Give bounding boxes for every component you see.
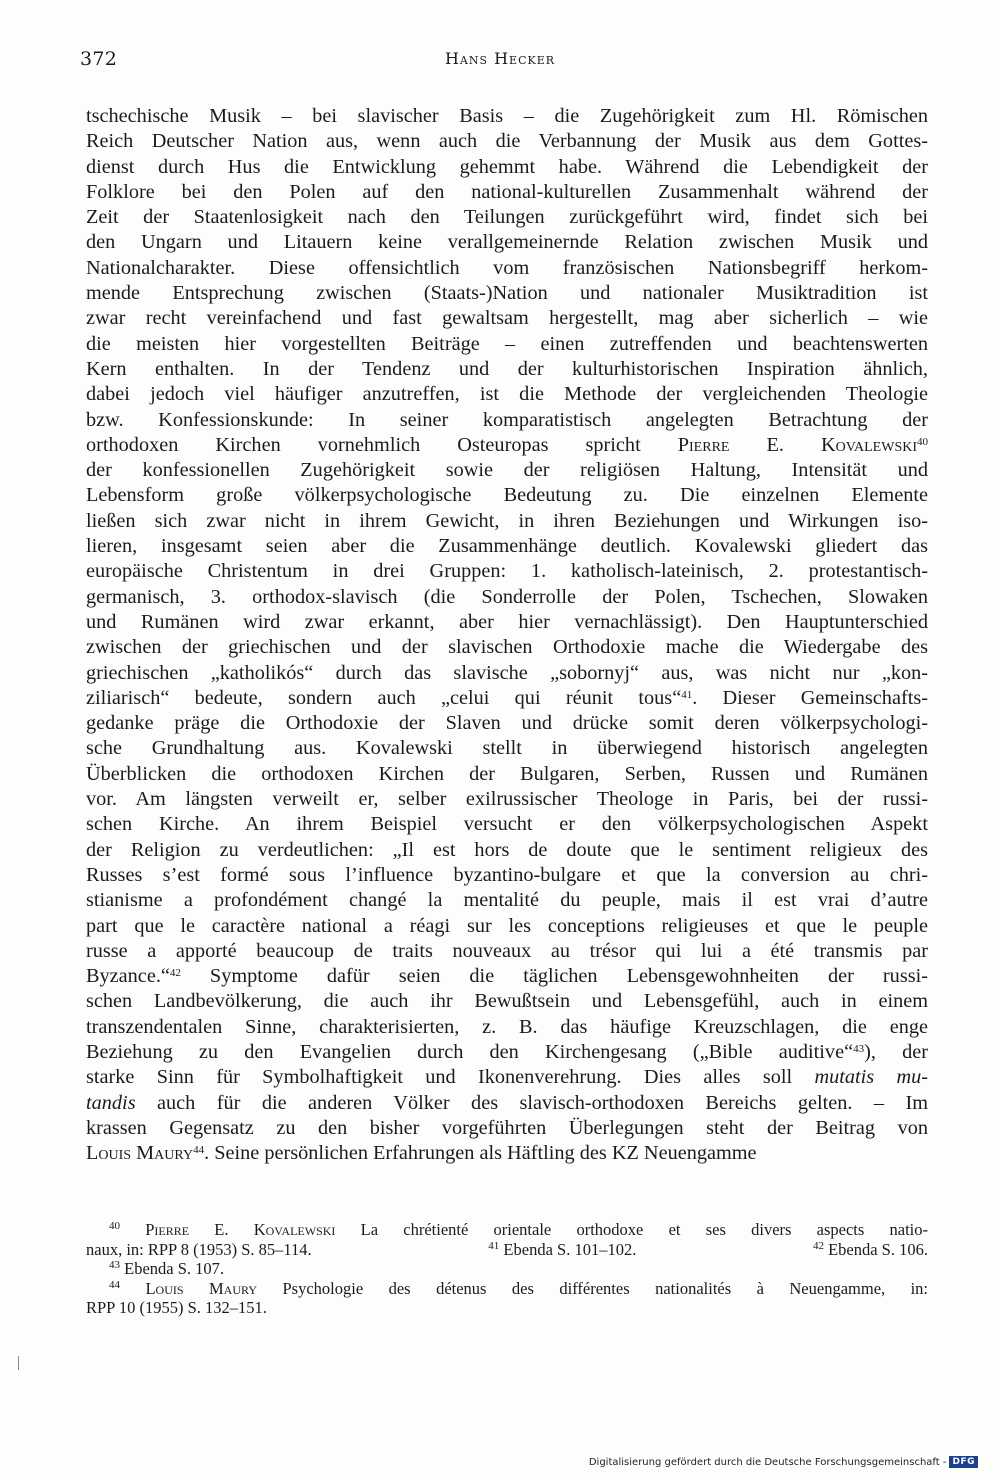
text-line: lieren, insgesamt seien aber die Zusammenhänge deutlich. Kovalewski gliedert das	[86, 535, 928, 558]
funding-note: Digitalisierung gefördert durch die Deutsche Forschungsgemeinschaft -	[588, 1456, 947, 1468]
text-line: Nationalcharakter. Diese offensichtlich vom französischen Nationsbegriff herkom-	[86, 256, 928, 279]
funding-banner	[589, 1456, 978, 1468]
footnote-ref[interactable]: 40	[917, 435, 928, 448]
text-line: Reich Deutscher Nation aus, wenn auch die Verbannung der Musik aus dem Gottes-	[86, 130, 928, 153]
footnote-number: 40	[109, 1220, 120, 1232]
text-line	[86, 1040, 928, 1065]
footnote-ref[interactable]: 41	[681, 688, 693, 701]
text-line: Lebensform große völkerpsychologische Bedeutung zu. Die einzelnen Elemente	[86, 484, 928, 507]
text-line: die meisten hier vorgestellten Beiträge – einen zutreffenden und beachtenswerten	[86, 332, 928, 355]
text-line: part que le caractère national a réagi sur les conceptions religieuses et que le peuple	[86, 914, 928, 937]
text-line: schen Landbevölkerung, die auch ihr Bewußtsein und Lebensgefühl, auch in einem	[86, 990, 928, 1013]
text-line: Kern enthalten. In der Tendenz und der kulturhistorischen Inspiration ähnlich,	[86, 357, 928, 380]
running-head: Hans Hecker	[444, 49, 556, 68]
text-line: stianisme a profondément changé la mentalité du peuple, mais il est vrai d’autre	[86, 889, 928, 912]
footnote-42	[813, 1240, 928, 1260]
text-line: russe a apporté beaucoup de traits nouveaux au trésor qui lui a été transmis par	[86, 939, 928, 962]
text-line	[86, 433, 928, 458]
text-line: tschechische Musik – bei slavischer Basis – die Zugehörigkeit zum Hl. Römischen	[86, 105, 928, 127]
text-line: Überblicken die orthodoxen Kirchen der Bulgaren, Serben, Russen und Rumänen	[86, 762, 928, 785]
text-line: zwar recht vereinfachend und fast gewaltsam hergestellt, mag aber sicherlich – wie	[86, 307, 928, 330]
italic-phrase: tandis	[86, 1091, 136, 1114]
text-fragment: starke Sinn für Symbolhaftigkeit und Ikonenverehrung. Dies alles soll	[86, 1066, 815, 1089]
footnote-41	[488, 1240, 636, 1260]
footnotes	[86, 1220, 928, 1318]
text-line: transzendentalen Sinne, charakterisierten, z. B. das häufige Kreuzschlagen, die enge	[86, 1015, 928, 1038]
text-line: germanisch, 3. orthodox-slavisch (die Sonderrolle der Polen, Tschechen, Slowaken	[86, 585, 928, 608]
footnote-ref[interactable]: 44	[193, 1144, 205, 1157]
text-fragment: Byzance.“	[86, 965, 170, 988]
text-line	[86, 686, 928, 711]
text-line: dabei jedoch viel häufiger anzutreffen, ist die Methode der vergleichenden Theologie	[86, 383, 928, 406]
text-line: Folklore bei den Polen auf den national-kulturellen Zusammenhalt während der	[86, 180, 928, 203]
footnote-40	[86, 1220, 928, 1240]
text-line	[86, 1065, 928, 1090]
footnote-ref[interactable]: 42	[169, 967, 181, 980]
text-fragment: Beziehung zu den Evangelien durch den Kirchengesang („Bible auditive“	[86, 1040, 854, 1063]
text-line: Russes s’est formé sous l’influence byzantino-bulgare et que la conversion au chri-	[86, 863, 928, 886]
author-name: Pierre E. Kovalewski	[677, 433, 917, 456]
text-line: gedanke präge die Orthodoxie der Slaven und drücke somit deren völkerpsychologi-	[86, 712, 928, 735]
text-line	[86, 1091, 928, 1116]
text-line: sche Grundhaltung aus. Kovalewski stellt in überwiegend historisch angelegten	[86, 737, 928, 760]
footnote-ref[interactable]: 43	[853, 1042, 865, 1055]
text-fragment: ), der	[864, 1040, 928, 1063]
text-line: ließen sich zwar nicht in ihrem Gewicht, in ihren Beziehungen und Wirkungen iso-	[86, 509, 928, 532]
page-number: 372	[80, 48, 118, 70]
footnote-number: 42	[812, 1239, 824, 1252]
text-fragment: Symptome dafür seien die täglichen Lebensgewohnheiten der russi-	[180, 965, 928, 988]
body-text	[86, 104, 928, 1166]
footnote-44	[86, 1279, 928, 1299]
footnote-text: Ebenda S. 101–102.	[503, 1239, 637, 1259]
footnote-text: naux, in: RPP 8 (1953) S. 85–114.	[86, 1239, 312, 1259]
scan-mark	[18, 1356, 19, 1370]
footnote-number: 43	[109, 1259, 120, 1271]
footnote-43	[86, 1259, 928, 1279]
text-line: Zeit der Staatenlosigkeit nach den Teilungen zurückgeführt wird, findet sich bei	[86, 206, 928, 229]
footnote-number: 44	[109, 1278, 120, 1291]
footnote-row	[86, 1240, 928, 1260]
footnote-number: 41	[488, 1239, 500, 1252]
text-line: europäische Christentum in drei Gruppen: 1. katholisch-lateinisch, 2. protestantisch-	[86, 560, 928, 583]
text-line: griechischen „katholikós“ durch das slavische „sobornyj“ aus, was nicht nur „kon-	[86, 661, 928, 684]
footnote-text: Psychologie des détenus des différentes nationalités à Neuengamme, in:	[257, 1278, 929, 1298]
text-line: krassen Gegensatz zu den bisher vorgeführten Überlegungen steht der Beitrag von	[86, 1116, 928, 1139]
footnote-text: Ebenda S. 106.	[828, 1239, 928, 1259]
text-line: und Rumänen wird zwar erkannt, aber hier vernachlässigt). Den Hauptunterschied	[86, 610, 928, 633]
text-line	[86, 964, 928, 989]
text-fragment: . Dieser Gemeinschafts-	[692, 686, 928, 709]
text-line: schen Kirche. An ihrem Beispiel versucht er den völkerpsychologischen Aspekt	[86, 813, 928, 836]
text-line: mende Entsprechung zwischen (Staats-)Nation und nationaler Musiktradition ist	[86, 282, 928, 305]
text-fragment: orthodoxen Kirchen vornehmlich Osteuropas spricht	[86, 433, 678, 456]
footnote-text: La chrétienté orientale orthodoxe et ses divers aspects natio-	[335, 1220, 929, 1239]
text-line: zwischen der griechischen und der slavischen Orthodoxie mache die Wiedergabe des	[86, 636, 928, 659]
text-line	[86, 1141, 928, 1166]
author-name: Louis Maury	[86, 1142, 194, 1165]
text-line: der konfessionellen Zugehörigkeit sowie der religiösen Haltung, Intensität und	[86, 459, 928, 482]
text-fragment: auch für die anderen Völker des slavisch-orthodoxen Bereichs gelten. – Im	[135, 1091, 928, 1114]
dfg-logo: DFG	[949, 1456, 978, 1468]
italic-phrase: mutatis mu-	[814, 1066, 928, 1089]
text-line: bzw. Konfessionskunde: In seiner komparatistisch angelegten Betrachtung der	[86, 408, 928, 431]
author-name: Pierre E. Kovalewski	[145, 1220, 336, 1239]
text-fragment: . Seine persönlichen Erfahrungen als Häftling des KZ Neuengamme	[204, 1142, 757, 1165]
text-fragment: ziliarisch“ bedeute, sondern auch „celui qui réunit tous“	[86, 686, 682, 709]
text-line: den Ungarn und Litauern keine verallgemeinernde Relation zwischen Musik und	[86, 231, 928, 254]
author-name: Louis Maury	[145, 1278, 258, 1298]
text-line: dienst durch Hus die Entwicklung gehemmt habe. Während die Lebendigkeit der	[86, 155, 928, 178]
text-line: vor. Am längsten verweilt er, selber exilrussischer Theologe in Paris, bei der russi-	[86, 788, 928, 811]
footnote-text: Ebenda S. 107.	[124, 1259, 225, 1278]
text-line: der Religion zu verdeutlichen: „Il est hors de doute que le sentiment religieux des	[86, 838, 928, 861]
footnote-text: RPP 10 (1955) S. 132–151.	[86, 1298, 267, 1317]
